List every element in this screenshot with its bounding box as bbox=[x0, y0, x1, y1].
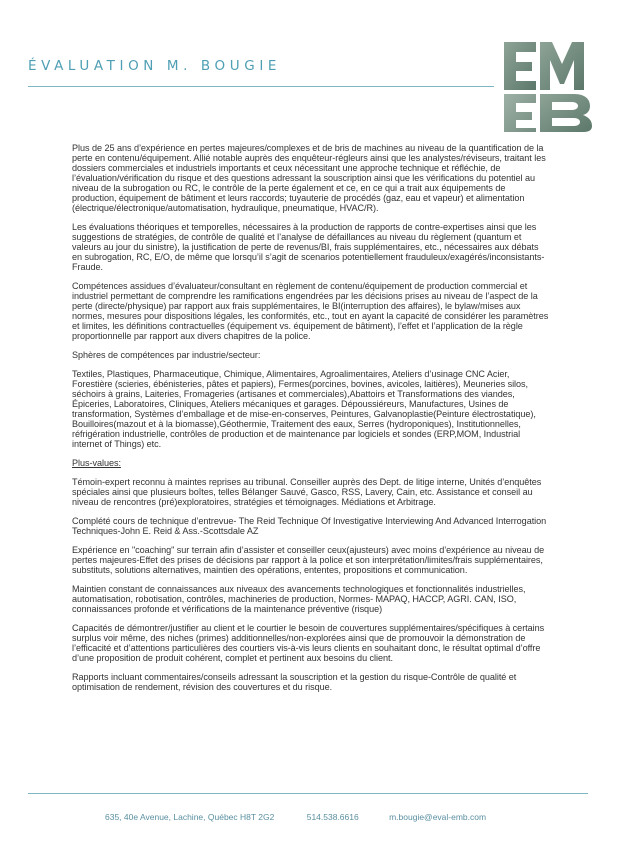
paragraph-capacities: Capacités de démontrer/justifier au client et le courtier le besoin de couvertures supplémentaires/spécifiques à certains surplus voir même, des niches (primes) additionnelles/non-explorées ainsi que de promouvoir la démonstration de l’efficacité et d’attentions particulières des courtiers vis-à-vis leurs clients en souhaitant donc, le résultat optimal d’offre d’une proposition de produit cohérent, complet et pertinent aux besoins du client. bbox=[72, 623, 545, 663]
footer-divider bbox=[28, 793, 588, 794]
paragraph-evaluations: Les évaluations théoriques et temporelles, nécessaires à la production de rapports de contre-expertises ainsi que les suggestions de stratégies, de contrôle de qualité et l’analyse de défaillances au niveau du règlement (quantum et valeurs au jour du sinistre), la justification de perte de revenus/BI, frais supplémentaires, etc., nécessaires aux débats en subrogation, RC, E/O, de même que lorsqu’il s’agit de scenarios potentiellement frauduleux/exagérés/inconsistants-Fraude. bbox=[72, 222, 545, 272]
footer-phone: 514.538.6616 bbox=[306, 812, 359, 822]
paragraph-reid-technique: Complété cours de technique d’entrevue- The Reid Technique Of Investigative Interviewing And Advanced Interrogation Techniques-John E. Reid & Ass.-Scottsdale AZ bbox=[72, 516, 547, 536]
footer-email: m.bougie@eval-emb.com bbox=[389, 812, 487, 822]
footer bbox=[105, 812, 535, 822]
emb-logo bbox=[500, 38, 600, 132]
paragraph-spheres-heading: Sphères de compétences par industrie/secteur: bbox=[72, 350, 261, 360]
paragraph-knowledge: Maintien constant de connaissances aux niveaux des avancements technologiques et fonctionnalités industrielles, automatisation, robotisation, contrôles, machineries de production, Normes- MAPAQ, HACCP, AGRI. CAN, ISO, connaissances profonde et vérifications de la maintenance préventive (risque) bbox=[72, 584, 526, 614]
paragraph-reports: Rapports incluant commentaires/conseils adressant la souscription et la gestion du risque-Contrôle de qualité et optimisation de rendement, révision des couvertures et du risque. bbox=[72, 672, 517, 692]
paragraph-expert-witness: Témoin-expert reconnu à maintes reprises au tribunal. Conseiller auprès des Dept. de litige interne, Unités d’enquêtes spéciales ainsi que plusieurs boîtes, telles Bélanger Sauvé, Gasco, RSS, Lavery, Cain, etc. Assistance et conseil au niveau de rencontres (pré)exploratoires, stratégies et témoignages. Médiations et Arbitrage. bbox=[72, 477, 542, 507]
paragraph-experience: Plus de 25 ans d’expérience en pertes majeures/complexes et de bris de machines au niveau de la quantification de la perte en contenu/équipement. Allié notable auprès des enquêteur-régleurs ainsi que les analystes/réviseurs, traitant les dossiers commerciales et industriels importants et ceux nécessitant une approche technique et réfléchie, de l’évaluation/vérification du risque et des questions adressant la souscription ainsi que les vérifications du potentiel au niveau de la subrogation ou RC, le contrôle de la perte également et ce, en ce qui a trait aux équipements de production, équipement de bâtiment et leurs raccords; tuyauterie de procédés (gaz, eau et vapeur) et alimentation (électrique/électronique/automatisation, hydraulique, pneumatique, HVAC/R). bbox=[72, 143, 546, 213]
paragraph-coaching: Expérience en "coaching" sur terrain afin d’assister et conseiller ceux(ajusteurs) avec moins d’expérience au niveau de pertes majeures-Effet des prises de décisions par rapport à la police et son interprétation/limites/frais supplémentaires, substituts, solutions alternatives, maintien des opérations, ententes, propositions et communication. bbox=[72, 545, 545, 575]
paragraph-competences: Compétences assidues d’évaluateur/consultant en règlement de contenu/équipement de production commercial et industriel permettant de comprendre les ramifications engendrées par les décisions prises au niveau de l’aspect de la perte (directe/physique) par rapport aux frais supplémentaires, le BI(interruption des affaires), le bylaw/mises aux normes, mesures pour dispositions légales, les conformités, etc., tout en ayant la capacité de considérer les paramètres et limites, les définitions contractuelles (équipement vs. équipement de bâtiment), l’effet et l’application de la règle proportionnelle par rapport aux divers chapitres de la police. bbox=[72, 281, 549, 341]
paragraph-industries: Textiles, Plastiques, Pharmaceutique, Chimique, Alimentaires, Agroalimentaires, Ateliers d’usinage CNC Acier, Forestière (scieries, ébénisteries, pâtes et papiers), Fermes(porcines, bovines, avicoles, laitières), Meuneries silos, séchoirs à grains, Laiteries, Fromageries (artisanes et commerciales),Abattoirs et Transformations des viandes, Épiceries, Laboratoires, Cliniques, Ateliers mécaniques et garages. Dépoussiéreurs, Manufactures, Usines de transformation, Systèmes d’emballage et de mise-en-conserves, Peintures, Galvanoplastie(Peinture électrostatique), Bouilloires(mazout et à la biomasse),Géothermie, Traitement des eaux, Serres (hydroponiques), Institutionnelles, réfrigération industrielle, contrôles de production et de maintenance par logiciels et sondes (ERP,MOM, Industrial internet of Things) etc. bbox=[72, 369, 536, 449]
plus-values-heading: Plus-values: bbox=[72, 458, 121, 468]
document-body bbox=[72, 143, 550, 701]
company-name: ÉVALUATION M. BOUGIE bbox=[28, 58, 282, 74]
header-divider bbox=[28, 86, 494, 87]
footer-address: 635, 40e Avenue, Lachine, Québec H8T 2G2 bbox=[105, 812, 275, 822]
